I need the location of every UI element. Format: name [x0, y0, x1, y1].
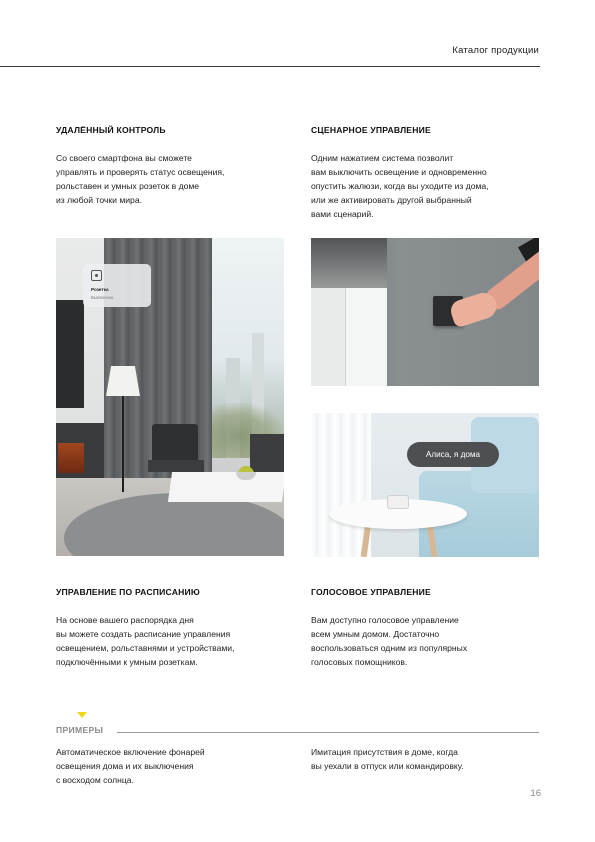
text-line: с восходом солнца.: [56, 775, 134, 785]
text-line: вам выключить освещение и одновременно: [311, 167, 487, 177]
socket-card-title: Розетка: [91, 287, 109, 292]
examples-marker-icon: [77, 712, 87, 718]
header-rule: [0, 66, 540, 67]
examples-title: ПРИМЕРЫ: [56, 725, 104, 735]
text-line: подключёнными к умным розеткам.: [56, 657, 198, 667]
tv: [56, 300, 84, 408]
text-line: Вам доступно голосовое управление: [311, 615, 459, 625]
lamp-pole: [122, 396, 124, 492]
text-line: опустить жалюзи, когда вы уходите из дома,: [311, 181, 489, 191]
section-title-scenario-control: СЦЕНАРНОЕ УПРАВЛЕНИЕ: [311, 125, 431, 135]
text-line: вы уехали в отпуск или командировку.: [311, 761, 464, 771]
socket-card-status: Выключено: [91, 295, 114, 300]
section-title-schedule-control: УПРАВЛЕНИЕ ПО РАСПИСАНИЮ: [56, 587, 200, 597]
text-line: рольставен и умных розеток в доме: [56, 181, 200, 191]
text-line: всем умным домом. Достаточно: [311, 629, 440, 639]
floor-lamp: [106, 366, 140, 396]
text-line: управлять и проверять статус освещения,: [56, 167, 225, 177]
text-line: Одним нажатием система позволит: [311, 153, 454, 163]
section-title-voice-control: ГОЛОСОВОЕ УПРАВЛЕНИЕ: [311, 587, 431, 597]
section-text-remote-control: [56, 151, 291, 207]
section-text-schedule-control: [56, 613, 291, 669]
header-title: Каталог продукции: [452, 45, 539, 56]
kitchen-cabinet: [345, 288, 387, 386]
coffee-table: [168, 472, 284, 502]
voice-command-bubble: Алиса, я дома: [407, 442, 499, 467]
page-number: 16: [530, 788, 541, 799]
smart-speaker: [387, 495, 409, 509]
sofa: [250, 434, 284, 472]
socket-icon: [91, 270, 102, 281]
text-line: Автоматическое включение фонарей: [56, 747, 205, 757]
section-text-voice-control: [311, 613, 546, 669]
smart-socket-card: [83, 264, 151, 307]
text-line: вами сценарий.: [311, 209, 374, 219]
examples-rule: [117, 732, 539, 733]
text-line: Со своего смартфона вы сможете: [56, 153, 192, 163]
text-line: голосовых помощников.: [311, 657, 408, 667]
living-room-photo: [56, 238, 284, 556]
armchair-seat: [148, 460, 204, 472]
section-text-scenario-control: [311, 151, 546, 221]
text-line: из любой точки мира.: [56, 195, 142, 205]
text-line: освещения дома и их выключения: [56, 761, 194, 771]
wall-switch-photo: [311, 238, 539, 386]
example-text-left: [56, 745, 291, 787]
curtain: [311, 413, 371, 557]
fire: [58, 443, 84, 473]
text-line: На основе вашего распорядка дня: [56, 615, 194, 625]
text-line: Имитация присутствия в доме, когда: [311, 747, 458, 757]
text-line: вы можете создать расписание управления: [56, 629, 231, 639]
text-line: освещением, рольставнями и устройствами,: [56, 643, 235, 653]
text-line: или же активировать другой выбранный: [311, 195, 472, 205]
voice-control-photo: [311, 413, 539, 557]
text-line: воспользоваться одним из популярных: [311, 643, 468, 653]
example-text-right: [311, 745, 546, 773]
section-title-remote-control: УДАЛЁННЫЙ КОНТРОЛЬ: [56, 125, 166, 135]
